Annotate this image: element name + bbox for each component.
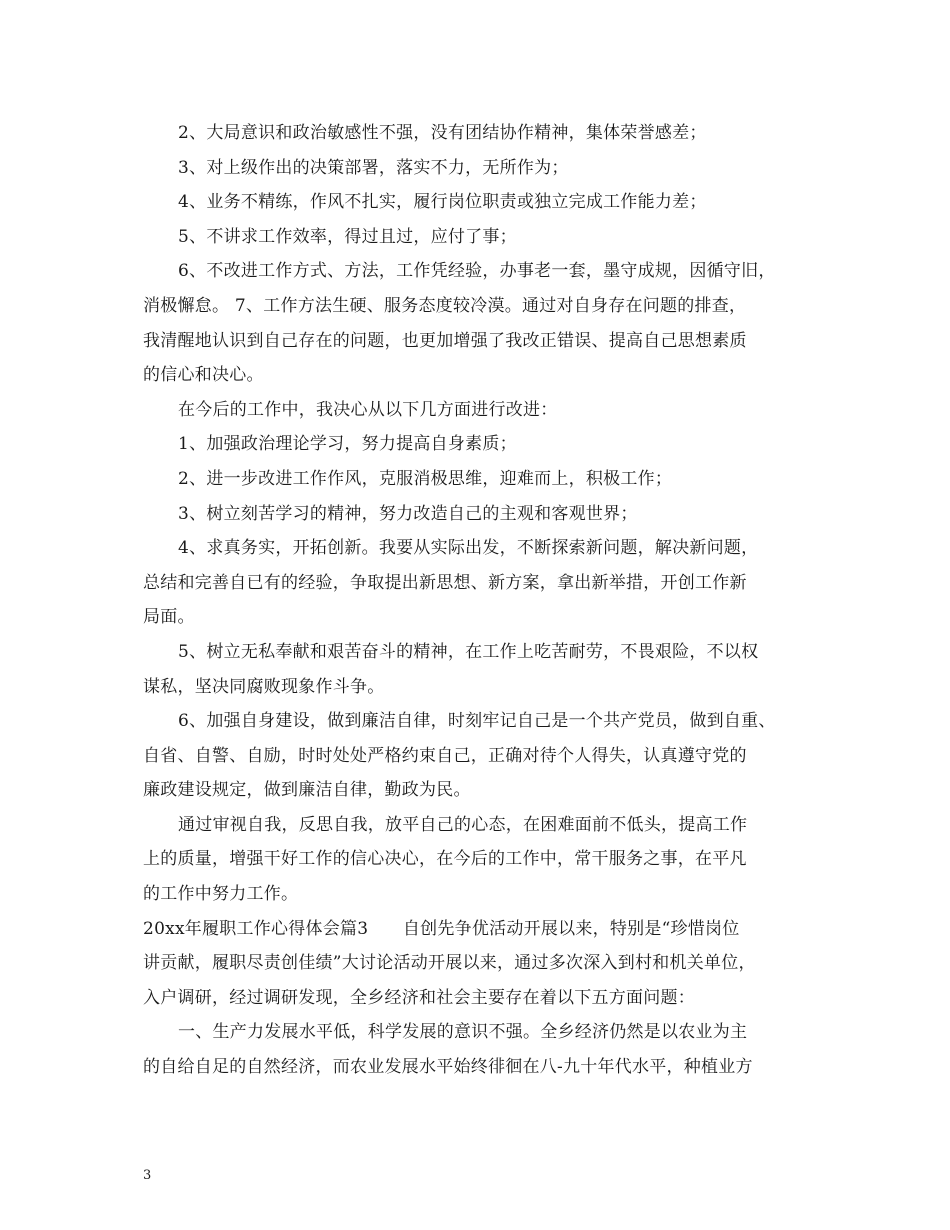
text-line: 6、不改进工作方式、方法，工作凭经验，办事老一套，墨守成规，因循守旧， xyxy=(178,261,776,282)
text-line: 5、不讲求工作效率，得过且过，应付了事； xyxy=(178,226,517,247)
text-line: 3、对上级作出的决策部署，落实不力，无所作为； xyxy=(178,157,569,178)
text-line: 4、业务不精练，作风不扎实，履行岗位职责或独立完成工作能力差； xyxy=(178,192,707,213)
text-line: 2、大局意识和政治敏感性不强，没有团结协作精神，集体荣誉感差； xyxy=(178,123,707,143)
text-line: 在今后的工作中，我决心从以下几方面进行改进： xyxy=(178,399,558,420)
text-line: 的工作中努力工作。 xyxy=(143,884,299,905)
text-line: 6、加强自身建设，做到廉洁自律，时刻牢记自己是一个共产党员，做到自重、 xyxy=(178,711,776,732)
text-line: 讲贡献，履职尽责创佳绩”大讨论活动开展以来，通过多次深入到村和机关单位， xyxy=(143,953,756,974)
text-line: 的信心和决心。 xyxy=(143,365,264,386)
text-line: 上的质量，增强干好工作的信心决心，在今后的工作中，常干服务之事，在平凡 xyxy=(143,849,747,870)
text-line: 4、求真务实，开拓创新。我要从实际出发，不断探索新问题，解决新问题， xyxy=(178,538,759,559)
text-line: 消极懈怠。 7、工作方法生硬、服务态度较冷漠。通过对自身存在问题的排查， xyxy=(143,295,747,316)
text-line: 我清醒地认识到自己存在的问题，也更加增强了我改正错误、提高自己思想素质 xyxy=(143,330,747,351)
text-line: 局面。 xyxy=(143,607,195,628)
text-line: 通过审视自我，反思自我，放平自己的心态，在困难面前不低头，提高工作 xyxy=(178,814,748,835)
text-line: 5、树立无私奉献和艰苦奋斗的精神，在工作上吃苦耐劳，不畏艰险，不以权 xyxy=(178,641,759,662)
text-line: 入户调研，经过调研发现，全乡经济和社会主要存在着以下五方面问题： xyxy=(143,987,695,1008)
section-heading-line: 20xx年履职工作心得体会篇3 自创先争优活动开展以来，特别是“珍惜岗位 xyxy=(143,918,740,939)
text-line: 3、树立刻苦学习的精神，努力改造自己的主观和客观世界； xyxy=(178,503,638,524)
text-line: 2、进一步改进工作作风，克服消极思维，迎难而上，积极工作； xyxy=(178,468,673,489)
text-line: 自省、自警、自励，时时处处严格约束自己，正确对待个人得失，认真遵守党的 xyxy=(143,745,747,766)
text-line: 一、生产力发展水平低，科学发展的意识不强。全乡经济仍然是以农业为主 xyxy=(178,1022,748,1043)
page-number: 3 xyxy=(143,1168,152,1183)
document-body xyxy=(143,116,815,1085)
text-line: 的自给自足的自然经济，而农业发展水平始终徘徊在八-九十年代水平，种植业方 xyxy=(143,1057,753,1078)
text-line: 1、加强政治理论学习，努力提高自身素质； xyxy=(178,434,517,455)
text-line: 总结和完善自已有的经验，争取提出新思想、新方案，拿出新举措，开创工作新 xyxy=(143,572,747,593)
text-line: 谋私，坚决同腐败现象作斗争。 xyxy=(143,676,385,697)
text-line: 廉政建设规定，做到廉洁自律，勤政为民。 xyxy=(143,780,471,801)
